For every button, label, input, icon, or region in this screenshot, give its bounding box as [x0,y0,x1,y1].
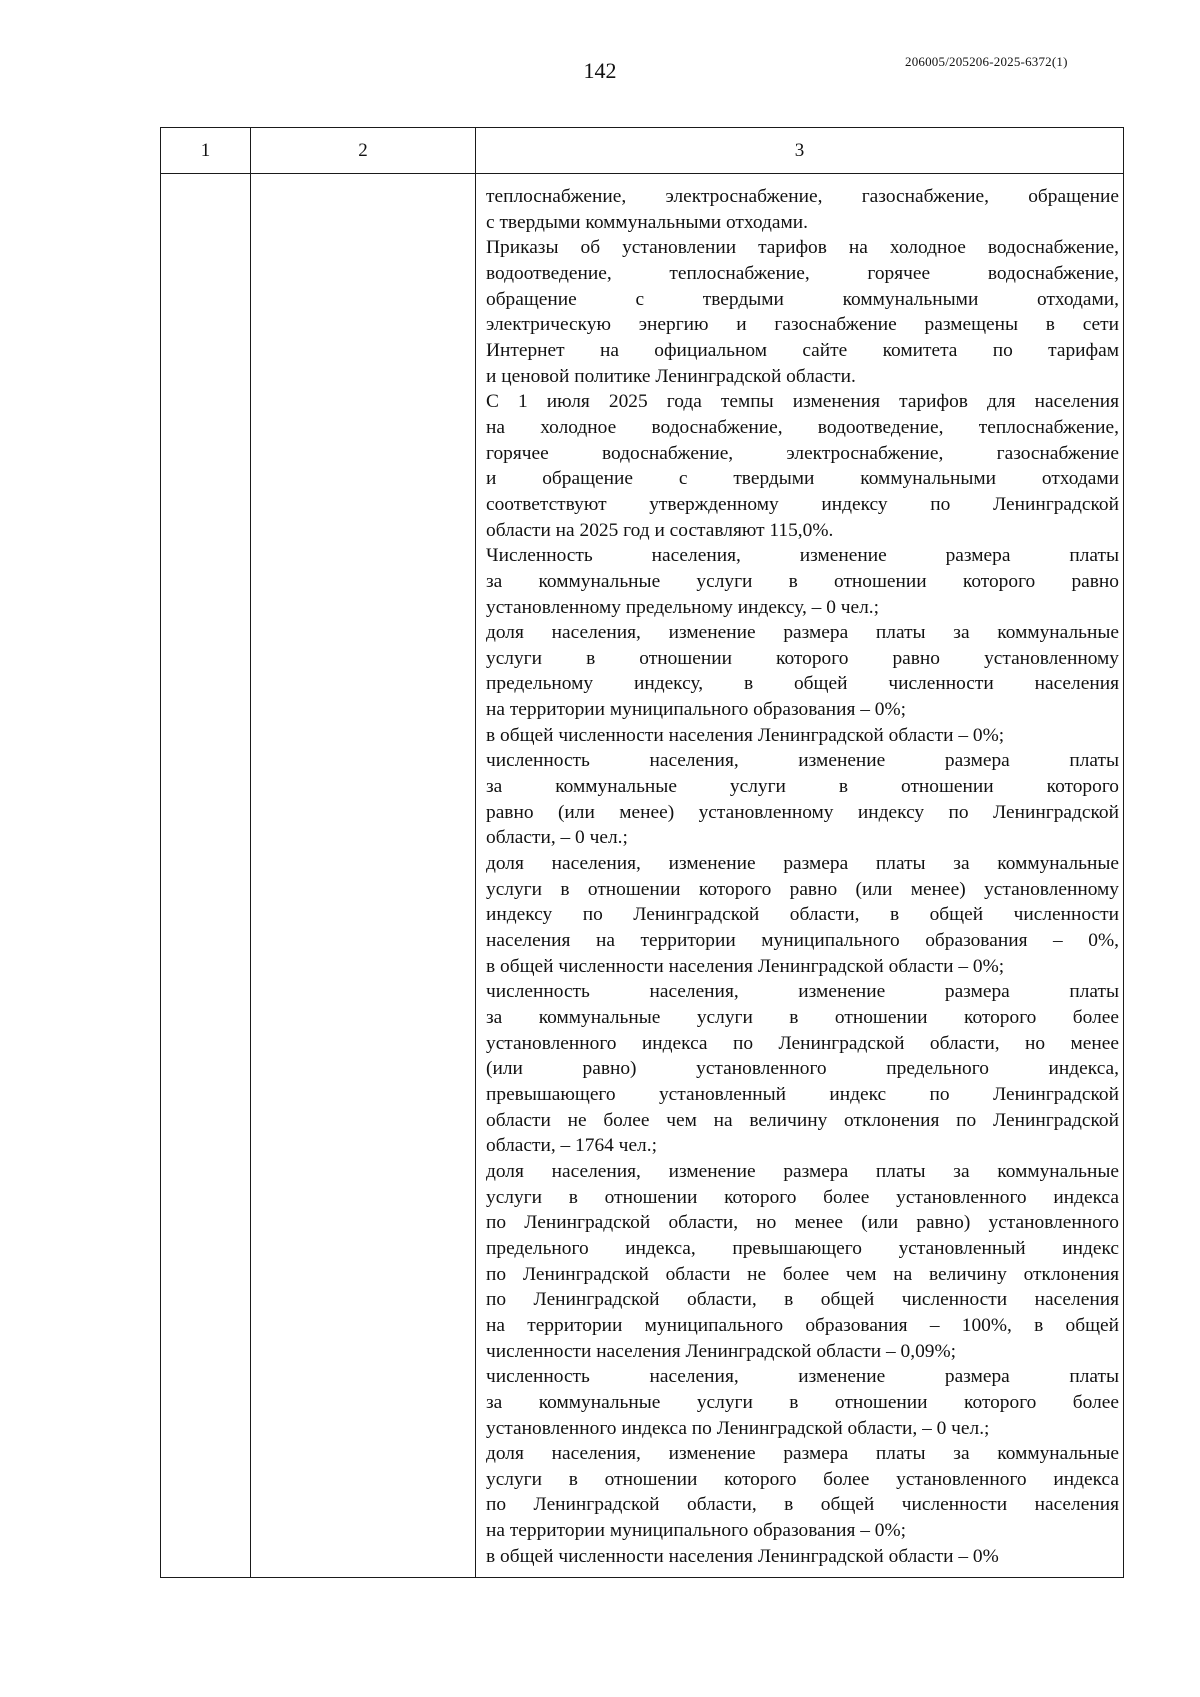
text-line: за коммунальные услуги в отношении которого равно [486,570,1119,592]
column-header-2: 2 [251,128,476,174]
text-line: Приказы об установлении тарифов на холодное водоснабжение, [486,237,1119,259]
text-line: установленного индекса по Ленинградской области, но менее [486,1032,1119,1054]
text-line: в общей численности населения Ленинградской области – 0%; [486,724,1005,746]
text-line: обращение с твердыми коммунальными отходами, [486,288,1119,310]
text-line: за коммунальные услуги в отношении которого более [486,1007,1119,1028]
text-line: доля населения, изменение размера платы за коммунальные [486,1443,1119,1465]
table-row [161,174,1124,1578]
text-line: и ценовой политике Ленинградской области. [486,365,856,387]
text-line: Интернет на официальном сайте комитета по тарифам [486,339,1119,361]
page-number: 142 [583,58,617,83]
text-line: доля населения, изменение размера платы за коммунальные [486,853,1119,875]
text-line: услуги в отношении которого равно (или менее) установленному [486,878,1119,900]
text-line: области не более чем на величину отклонения по Ленинградской [486,1109,1119,1131]
text-line: Численность населения, изменение размера платы [486,545,1119,567]
cell-column-3 [476,174,1124,1578]
text-line: по Ленинградской области, в общей численности населения [486,1289,1119,1311]
text-line: за коммунальные услуги в отношении которого [486,776,1119,798]
document-code: 206005/205206-2025-6372(1) [905,54,1068,69]
text-line: области, – 1764 чел.; [486,1135,657,1157]
text-line: на территории муниципального образования – 0%; [486,1520,907,1542]
text-line: электрическую энергию и газоснабжение размещены в сети [486,314,1119,336]
text-line: в общей численности населения Ленинградской области – 0%; [486,955,1005,977]
text-line: установленному предельному индексу, – 0 чел.; [486,596,880,618]
table-header-row [161,128,1124,174]
text-line: на территории муниципального образования – 0%; [486,699,907,721]
text-line: по Ленинградской области не более чем на величину отклонения [486,1263,1119,1285]
text-line: установленного индекса по Ленинградской области, – 0 чел.; [486,1417,990,1439]
text-line: доля населения, изменение размера платы за коммунальные [486,1160,1119,1182]
column-header-1: 1 [161,128,251,174]
text-line: С 1 июля 2025 года темпы изменения тарифов для населения [486,391,1119,413]
text-line: и обращение с твердыми коммунальными отходами [486,468,1119,490]
text-line: горячее водоснабжение, электроснабжение, газоснабжение [486,442,1119,464]
text-line: численность населения, изменение размера платы [486,1366,1119,1388]
text-line: численность населения, изменение размера платы [486,750,1119,772]
text-line: численность населения, изменение размера платы [486,981,1119,1003]
text-line: за коммунальные услуги в отношении которого более [486,1391,1119,1413]
text-line: предельного индекса, превышающего установленный индекс [486,1237,1119,1259]
text-line: с твердыми коммунальными отходами. [486,211,808,233]
document-table [160,127,1124,1578]
text-line: доля населения, изменение размера платы за коммунальные [486,622,1119,644]
text-line: по Ленинградской области, в общей численности населения [486,1494,1119,1516]
text-line: в общей численности населения Ленинградской области – 0% [486,1545,999,1567]
text-line: по Ленинградской области, но менее (или равно) установленного [486,1212,1119,1234]
column-header-3: 3 [476,128,1124,174]
text-line: области, – 0 чел.; [486,827,628,849]
text-line: области на 2025 год и составляют 115,0%. [486,519,834,541]
text-line: водоотведение, теплоснабжение, горячее водоснабжение, [486,262,1119,284]
cell-column-2 [251,174,476,1578]
cell-column-1 [161,174,251,1578]
text-line: превышающего установленный индекс по Ленинградской [486,1083,1119,1105]
text-line: на территории муниципального образования – 100%, в общей [486,1314,1119,1336]
column-3-text [486,184,1119,1569]
text-line: индексу по Ленинградской области, в общей численности [486,904,1119,926]
text-line: численности населения Ленинградской области – 0,09%; [486,1340,957,1362]
text-line: соответствуют утвержденному индексу по Ленинградской [486,493,1119,515]
text-line: предельному индексу, в общей численности населения [486,673,1119,695]
text-line: услуги в отношении которого более установленного индекса [486,1186,1119,1208]
text-line: услуги в отношении которого более установленного индекса [486,1468,1119,1490]
text-line: на холодное водоснабжение, водоотведение, теплоснабжение, [486,416,1119,438]
text-line: услуги в отношении которого равно установленному [486,647,1119,669]
text-line: теплоснабжение, электроснабжение, газоснабжение, обращение [486,186,1119,207]
text-line: населения на территории муниципального образования – 0%, [486,930,1119,952]
text-line: (или равно) установленного предельного индекса, [486,1058,1119,1080]
text-line: равно (или менее) установленному индексу по Ленинградской [486,801,1119,823]
